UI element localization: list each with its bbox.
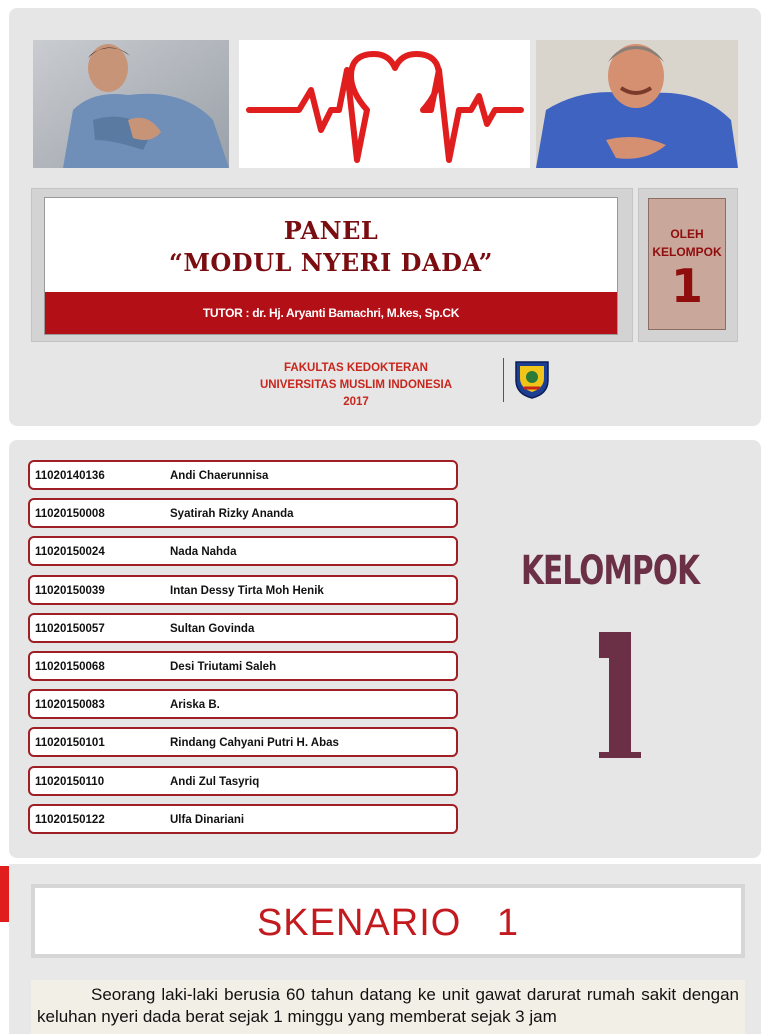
group-badge-panel [638,188,738,342]
member-row [28,727,458,757]
member-id: 11020140136 [35,470,105,482]
title-slide [9,8,761,426]
group-number-glyph [597,630,643,760]
year-line: 2017 [343,396,369,408]
heartbeat-heart-image [239,40,530,168]
member-row [28,575,458,605]
member-name: Nada Nahda [170,546,237,559]
member-name: Intan Dessy Tirta Moh Henik [170,584,324,597]
member-name: Andi Zul Tasyriq [170,775,260,788]
group-badge-label [649,225,725,261]
member-name: Rindang Cahyani Putri H. Abas [170,737,339,750]
member-row [28,498,458,528]
member-row [28,689,458,719]
university-emblem-icon [512,358,552,400]
group-badge [648,198,726,330]
title-card [44,197,618,335]
scenario-title: SKENARIO 1 [256,902,520,944]
group-badge-number: 1 [670,259,703,313]
scenario-title-box [31,884,745,958]
member-name: Sultan Govinda [170,622,255,635]
member-name: Ulfa Dinariani [170,813,245,826]
member-id: 11020150101 [35,737,105,750]
member-name: Andi Chaerunnisa [170,470,269,482]
member-name: Syatirah Rizky Ananda [170,508,294,521]
member-row [28,766,458,796]
scenario-paragraph: Seorang laki-laki berusia 60 tahun datang ke unit gawat darurat rumah sakit dengan keluhan nyeri dada berat sejak 1 minggu yang memberat sejak 3 jam [31,980,745,1034]
university-line: UNIVERSITAS MUSLIM INDONESIA [259,379,453,391]
faculty-line: FAKULTAS KEDOKTERAN [284,362,428,374]
member-id: 11020150024 [35,546,105,559]
group-title: KELOMPOK [521,548,700,594]
title-line-module: “MODUL NYERI DADA” [169,248,493,277]
member-id: 11020150068 [35,661,105,673]
members-slide [9,440,761,858]
group-badge-kelompok: KELOMPOK [652,245,722,259]
faculty-caption [231,360,481,411]
tutor-bar: TUTOR : dr. Hj. Aryanti Bamachri, M.kes, Sp.CK [45,292,617,334]
member-name: Desi Triutami Saleh [170,661,277,673]
member-row [28,460,458,490]
member-row [28,651,458,681]
member-id: 11020150039 [35,584,105,597]
member-id: 11020150057 [35,622,105,635]
member-id: 11020150110 [35,775,105,788]
divider [503,358,504,402]
member-row [28,536,458,566]
man-grimacing-photo [536,40,738,168]
member-name: Ariska B. [170,699,220,712]
member-row [28,804,458,834]
member-row [28,613,458,643]
member-id: 11020150083 [35,699,105,712]
member-id: 11020150122 [35,813,105,826]
scenario-slide [9,864,761,1034]
man-chest-pain-photo [33,40,229,168]
title-line-panel: PANEL [283,216,379,245]
member-id: 11020150008 [35,508,105,521]
title-panel [31,188,633,342]
group-badge-oleh: OLEH [670,227,704,241]
